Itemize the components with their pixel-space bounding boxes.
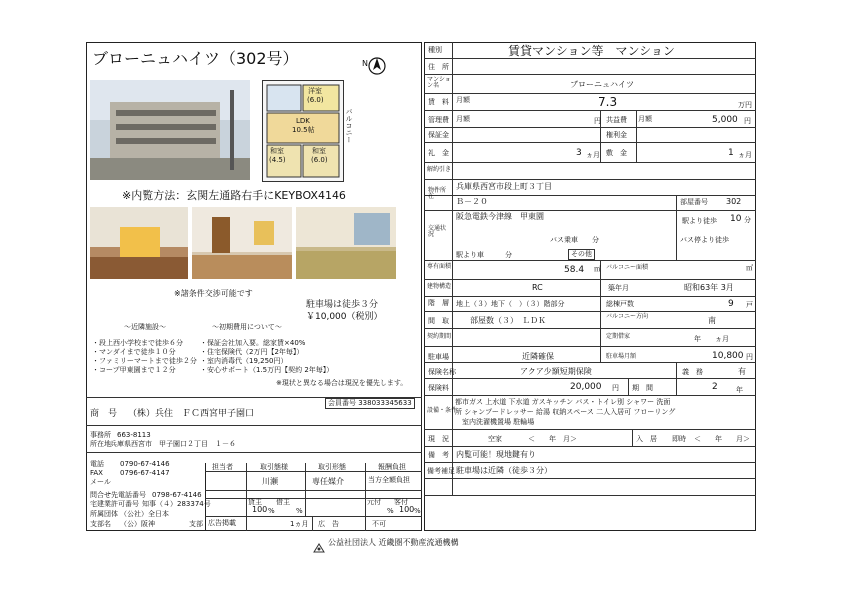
total-units-label: 総棟戸数 bbox=[606, 300, 634, 308]
organization-logo-icon bbox=[313, 538, 325, 548]
row-divider bbox=[424, 328, 756, 329]
share-label: 客付 bbox=[394, 498, 408, 506]
mail-label: メール bbox=[90, 478, 111, 486]
col-divider bbox=[600, 279, 601, 346]
parking-label: 駐車場 bbox=[428, 353, 449, 361]
shikikin-label: 敷 金 bbox=[606, 149, 627, 157]
row-divider bbox=[424, 179, 756, 180]
walk-value: 10 bbox=[730, 214, 742, 224]
fee-burden: 当方全額負担 bbox=[368, 476, 410, 484]
mgmt-label: 管理費 bbox=[428, 116, 449, 124]
parking-fee-unit: 円 bbox=[746, 353, 753, 361]
divider bbox=[86, 452, 422, 453]
rent-label: 賃 料 bbox=[428, 98, 449, 106]
name-label: マンション名 bbox=[427, 76, 451, 89]
insurance-fee-value: 20,000 bbox=[570, 382, 602, 392]
table-header: 取引形態 bbox=[318, 463, 346, 471]
row-divider bbox=[424, 210, 756, 211]
office-label: 事務所 bbox=[90, 431, 111, 439]
row-divider bbox=[424, 346, 756, 347]
room-japanese2-size: (6.0) bbox=[311, 156, 328, 164]
layout-value: 部屋数（３） ＬＤＫ bbox=[470, 316, 546, 325]
row-divider bbox=[424, 429, 756, 430]
divider bbox=[86, 425, 422, 426]
parking-fee-value: 10,800 bbox=[712, 351, 744, 361]
trade-type: 専任媒介 bbox=[312, 477, 344, 486]
nearby-heading: ～近隣施設～ bbox=[124, 323, 166, 331]
fax-label: FAX bbox=[90, 469, 103, 477]
row-divider bbox=[424, 446, 756, 447]
mgmt-unit: 円 bbox=[594, 117, 601, 125]
parking-walk: 駐車場は徒歩３分 bbox=[306, 300, 379, 310]
room-japanese1: 和室 bbox=[270, 147, 284, 155]
built-value: 昭和63年 3月 bbox=[684, 283, 734, 292]
area-value: 58.4 bbox=[564, 265, 585, 275]
area-label: 専有面積 bbox=[427, 263, 452, 270]
balcony-dir-value: 南 bbox=[708, 316, 716, 325]
ad-label: 広 告 bbox=[318, 520, 339, 528]
share-percent: % bbox=[387, 507, 394, 515]
col-divider bbox=[676, 210, 677, 260]
remarks2-label: 備考補足 bbox=[427, 467, 455, 475]
room-japanese1-size: (4.5) bbox=[269, 156, 286, 164]
room-ldk-size: 10.5帖 bbox=[292, 126, 315, 134]
agent-name: 川瀬 bbox=[262, 477, 278, 486]
parking-fee-label: 駐車場月額 bbox=[606, 353, 637, 360]
cost-item: ・保証会社加入要。総家賃×40% bbox=[200, 339, 306, 347]
movein-date: ＜ 年 月＞ bbox=[694, 435, 750, 443]
table-header: 担当者 bbox=[212, 463, 233, 471]
nearby-item: ・ファミリーマートまで徒歩２分 bbox=[92, 357, 197, 365]
insurance-fee-unit: 円 bbox=[612, 384, 619, 392]
floors-label: 階 層 bbox=[428, 299, 449, 307]
balcony-area-label: バルコニー面積 bbox=[606, 264, 649, 271]
facilities-label: 設備・条件 bbox=[427, 407, 458, 414]
branch-value: （公）阪神 bbox=[120, 520, 155, 528]
inquiry-label: 問合せ先電話番号 bbox=[90, 491, 146, 499]
months-value: 1ヵ月 bbox=[290, 520, 309, 528]
car-from: 駅より車 分 bbox=[456, 251, 512, 259]
agent-table bbox=[205, 463, 422, 531]
rent-sub: 月額 bbox=[456, 96, 470, 104]
share-percent: % bbox=[268, 507, 275, 515]
insurance-value: アクア少額短期保険 bbox=[520, 367, 592, 376]
divider bbox=[205, 490, 422, 491]
common-value: 5,000 bbox=[712, 115, 738, 125]
rent-value: 7.3 bbox=[598, 95, 618, 109]
period-value: 2 bbox=[712, 382, 718, 392]
office-tel: 663-8113 bbox=[117, 431, 151, 439]
rent-unit: 万円 bbox=[738, 101, 752, 109]
divider bbox=[205, 516, 422, 517]
facilities-line: 室内洗濯機置場 駐輪場 bbox=[455, 418, 535, 426]
mgmt-sub: 月額 bbox=[456, 115, 470, 123]
table-header: 取引態様 bbox=[260, 463, 288, 471]
floors-value: 地上（３）地下（ ）（３）階部分 bbox=[456, 300, 565, 308]
col-divider bbox=[600, 346, 601, 362]
common-unit: 円 bbox=[744, 117, 751, 125]
row-divider bbox=[424, 74, 756, 75]
share-label: 元付 bbox=[367, 498, 381, 506]
period-unit: 年 bbox=[736, 386, 743, 394]
area-unit: ㎡ bbox=[594, 265, 601, 273]
remarks-label: 備 考 bbox=[428, 451, 449, 459]
row-divider bbox=[424, 162, 756, 163]
common-sub: 月額 bbox=[638, 115, 652, 123]
walk-unit: 分 bbox=[744, 216, 751, 224]
license-value: 知事（４）283374号 bbox=[142, 500, 211, 508]
nearby-item: ・マンダイまで徒歩１０分 bbox=[92, 348, 176, 356]
license-label: 宅建業許可番号 bbox=[90, 500, 139, 508]
row-divider bbox=[424, 93, 756, 94]
divider bbox=[205, 471, 422, 472]
tel-label: 電話 bbox=[90, 460, 104, 468]
share-label: 貸主 bbox=[248, 498, 262, 506]
building-code: Ｂ－２０ bbox=[456, 197, 488, 206]
japanese-room-photo bbox=[296, 207, 396, 279]
nearby-item: ・段上西小学校まで徒歩６分 bbox=[92, 339, 183, 347]
shikikin-value: 1 bbox=[728, 148, 734, 158]
initial-cost-heading: ～初期費用について～ bbox=[212, 323, 282, 331]
reikin-value: 3 bbox=[576, 148, 582, 158]
balcony-label: バルコニー bbox=[345, 108, 353, 143]
remarks-value: 内覧可能！現地鍵有り bbox=[456, 450, 536, 459]
row-divider bbox=[424, 142, 756, 143]
facilities-line: 都市ガス 上水道 下水道 ガスキッチン バス・トイレ別 シャワー 洗面 bbox=[455, 398, 671, 406]
share-percent: % bbox=[296, 507, 303, 515]
status-date: ＜ 年 月＞ bbox=[528, 435, 577, 443]
contract-term-label: 定期借家 bbox=[606, 333, 631, 340]
structure-value: RC bbox=[532, 283, 543, 292]
share-label: 借主 bbox=[276, 498, 290, 506]
company-name: （株）兵住 ＦＣ西宮甲子園口 bbox=[128, 409, 255, 419]
reikin-unit: ヵ月 bbox=[586, 151, 600, 159]
insurance-fee-label: 保険料 bbox=[428, 384, 449, 392]
traffic-label: 交通状況 bbox=[428, 225, 447, 238]
branch-label: 支部名 bbox=[90, 520, 111, 528]
ldk-photo bbox=[192, 207, 292, 279]
address-label: 住 所 bbox=[428, 63, 449, 71]
kaiyaku-label: 解約引き bbox=[427, 166, 452, 173]
reg-label: 広告掲載 bbox=[208, 519, 236, 527]
row-divider bbox=[424, 296, 756, 297]
trade-no: 会員番号 338033345633 bbox=[325, 398, 415, 409]
company-address: 兵庫県西宮市 甲子園口２丁目 １－６ bbox=[110, 440, 236, 448]
col-divider bbox=[676, 378, 677, 395]
row-divider bbox=[424, 311, 756, 312]
reikin-label: 礼 金 bbox=[428, 149, 449, 157]
share-percent: % bbox=[414, 507, 421, 515]
row-divider bbox=[424, 378, 756, 379]
insurance-req-value: 有 bbox=[738, 367, 746, 376]
kind-label: 種別 bbox=[428, 46, 442, 54]
property-title: ブローニュハイツ（302号） bbox=[92, 49, 299, 68]
room-no-value: 302 bbox=[726, 197, 742, 206]
col-divider bbox=[636, 110, 637, 162]
built-label: 築年月 bbox=[608, 284, 629, 292]
compass-label: N bbox=[362, 59, 368, 68]
room-western-size: (6.0) bbox=[307, 96, 324, 104]
row-divider bbox=[424, 260, 756, 261]
row-divider bbox=[424, 362, 756, 363]
row-divider bbox=[424, 110, 756, 111]
structure-label: 建物構造 bbox=[427, 283, 452, 290]
tel-value: 0790-67-4146 bbox=[120, 460, 170, 468]
address-label: 所在地 bbox=[90, 440, 111, 448]
row-divider bbox=[424, 279, 756, 280]
contract-term-value: 年 ヵ月 bbox=[694, 335, 729, 343]
col-divider bbox=[632, 429, 633, 446]
conditions-note: ※諸条件交渉可能です bbox=[174, 289, 253, 298]
col-divider bbox=[676, 362, 677, 378]
bus-ride: バス乗車 分 bbox=[550, 236, 599, 244]
building-name: ブローニュハイツ bbox=[570, 80, 634, 89]
insurance-label: 保険名称 bbox=[428, 368, 456, 376]
cost-item: ・室内消毒代（19,250円） bbox=[200, 357, 288, 365]
layout-label: 間 取 bbox=[428, 317, 449, 325]
room-ldk: LDK bbox=[296, 117, 310, 125]
row-divider bbox=[424, 495, 756, 496]
walk-label: 駅より徒歩 bbox=[682, 217, 717, 225]
row-divider bbox=[424, 127, 756, 128]
balcony-dir-label: バルコニー方向 bbox=[606, 313, 649, 320]
status-value: 空家 bbox=[488, 435, 502, 443]
fax-value: 0796-67-4147 bbox=[120, 469, 170, 477]
total-units-unit: 戸 bbox=[746, 301, 753, 309]
divider bbox=[205, 498, 422, 499]
viewing-method: ※内覧方法：玄関左通路右手にKEYBOX4146 bbox=[122, 189, 346, 202]
status-label: 現 況 bbox=[428, 435, 449, 443]
footer-organization: 公益社団法人 近畿圏不動産流通機構 bbox=[328, 538, 459, 547]
kitchen-photo bbox=[90, 207, 188, 279]
ad-value: 不可 bbox=[372, 520, 386, 528]
shikikin-unit: ヵ月 bbox=[738, 151, 752, 159]
contract-label: 契約期間 bbox=[427, 333, 452, 340]
table-header: 報酬負担 bbox=[378, 463, 406, 471]
divider bbox=[305, 463, 306, 516]
share-value: 100 bbox=[252, 505, 268, 514]
divider bbox=[312, 516, 313, 531]
room-no-label: 部屋番号 bbox=[680, 198, 708, 206]
balcony-area-unit: ㎡ bbox=[746, 264, 753, 272]
footnote: ※現状と異なる場合は現況を優先します。 bbox=[276, 379, 408, 387]
row-divider bbox=[424, 195, 756, 196]
kenri-label: 権利金 bbox=[606, 131, 627, 139]
other-label: その他 bbox=[568, 249, 595, 260]
location-value: 兵庫県西宮市段上町３丁目 bbox=[456, 182, 552, 191]
room-western: 洋室 bbox=[308, 87, 322, 95]
assoc-value: （公社）全日本 bbox=[120, 510, 169, 518]
building-photo bbox=[90, 80, 250, 180]
row-divider bbox=[424, 462, 756, 463]
nearby-item: ・コープ甲東園まで１２分 bbox=[92, 366, 176, 374]
row-divider bbox=[424, 58, 756, 59]
company-label: 商 号 bbox=[90, 409, 118, 419]
movein-value: 即時 bbox=[672, 435, 686, 443]
period-label: 期 間 bbox=[632, 384, 653, 392]
cost-item: ・安心サポート（1.5万円【契約 2年毎】） bbox=[200, 366, 334, 374]
assoc-label: 所属団体 bbox=[90, 510, 118, 518]
cost-item: ・住宅保険代（2万円【2年毎】） bbox=[200, 348, 304, 356]
kind-value: 賃貸マンション等 マンション bbox=[508, 44, 675, 58]
col-divider bbox=[628, 378, 629, 395]
divider bbox=[246, 463, 247, 531]
share-value: 100 bbox=[399, 505, 415, 514]
bus-stop: バス停より徒歩 bbox=[680, 236, 729, 244]
room-japanese2: 和室 bbox=[312, 147, 326, 155]
parking-value: 近隣確保 bbox=[522, 352, 554, 361]
row-divider bbox=[424, 395, 756, 396]
station-value: 阪急電鉄今津線 甲東園 bbox=[456, 212, 544, 221]
branch-suffix: 支部 bbox=[189, 520, 203, 528]
row-divider bbox=[424, 478, 756, 479]
inquiry-value: 0798-67-4146 bbox=[152, 491, 202, 499]
common-label: 共益費 bbox=[606, 116, 627, 124]
insurance-req-label: 義 務 bbox=[682, 368, 703, 376]
location-label: 物件所在 bbox=[428, 187, 447, 200]
divider bbox=[365, 463, 366, 531]
deposit-label: 保証金 bbox=[428, 131, 449, 139]
facilities-line: 所 シャンプードレッサー 給湯 収納スペース 二人入居可 フローリング bbox=[455, 408, 676, 416]
parking-price: ￥10,000（税別） bbox=[306, 312, 383, 322]
remarks2-value: 駐車場は近隣（徒歩３分） bbox=[456, 466, 552, 475]
col-divider bbox=[676, 195, 677, 210]
movein-label: 入 居 bbox=[636, 435, 657, 443]
total-units-value: 9 bbox=[728, 299, 734, 309]
